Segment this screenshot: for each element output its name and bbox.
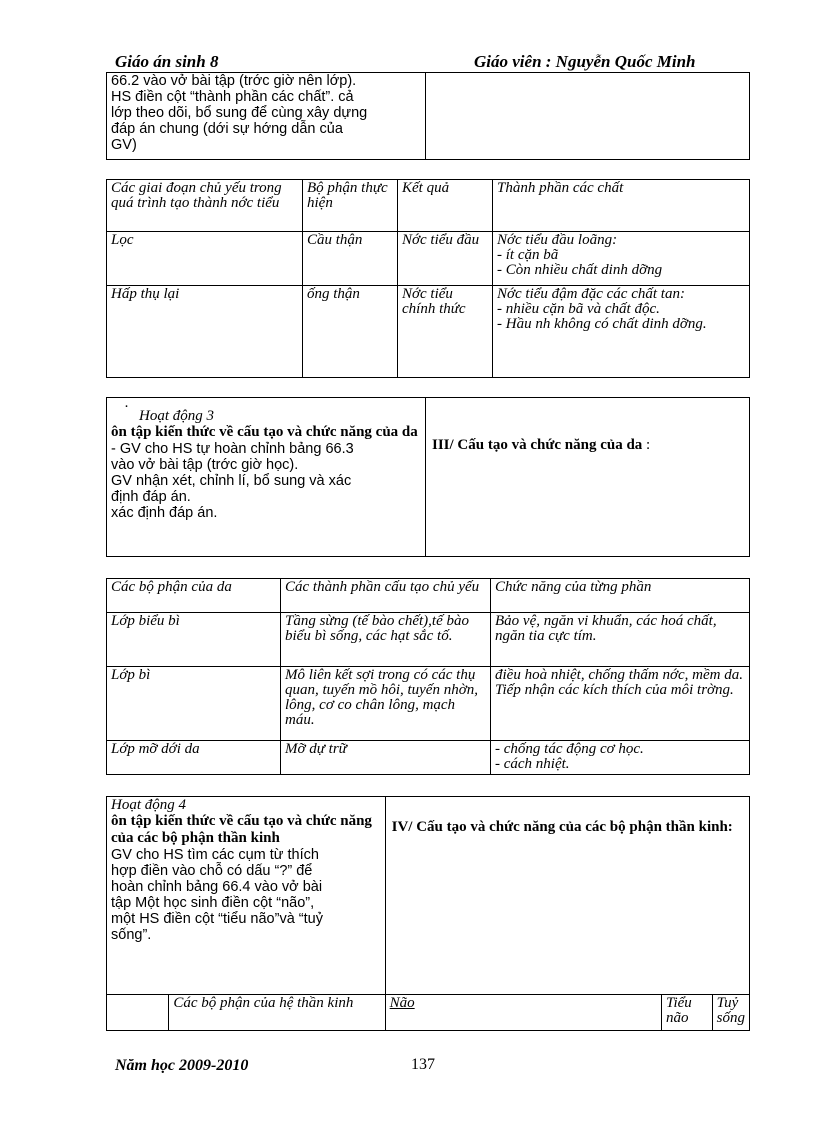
table-cell: Bảo vệ, ngăn vi khuẩn, các hoá chất, ngăn tia cực tím. [491,613,750,667]
activity-label: Hoạt động 4 [111,797,186,813]
table-header-cell: Tiểu não [661,995,712,1031]
text-line: đáp án chung (dới sự hớng dẫn của [111,121,343,137]
activity-4-right [385,797,749,995]
table-cell: ống thận [303,286,398,378]
table-cell [493,286,750,378]
table-header-row [107,579,750,613]
table-header-cell: Các bộ phận của da [107,579,281,613]
cell-line: - ít cặn bã [497,247,559,263]
table-cell: Lớp bì [107,667,281,741]
cell-line: - cách nhiệt. [495,756,570,772]
table-cell: Mỡ dự trữ [281,741,491,775]
table-cell: Nớc tiểu đầu [398,232,493,286]
section-heading: III/ Cấu tạo và chức năng của da [432,437,643,453]
table-header-cell: Các giai đoạn chủ yếu trong quá trình tạo thành nớc tiểu [107,180,303,232]
text-line: định đáp án. [111,489,191,505]
cell-line: Nớc tiểu đầu loãng: [497,232,618,248]
text-line: 66.2 vào vở bài tập (trớc giờ nên lớp). [111,73,357,89]
page-number: 137 [411,1056,435,1073]
table-row [107,286,750,378]
table-cell: Lớp biểu bì [107,613,281,667]
urine-formation-table [106,179,750,378]
activity-title: ôn tập kiến thức về cấu tạo và chức năng của da [111,424,418,440]
text-line: HS điền cột “thành phần các chất”. cả [111,89,354,105]
text-line: tập Một học sinh điền cột “não”, [111,895,315,911]
text-line: sống”. [111,927,152,943]
text-line: - GV cho HS tự hoàn chỉnh bảng 66.3 [111,441,354,457]
table-header-cell-blank [107,995,169,1031]
footer-year: Năm học 2009-2010 [115,1057,249,1074]
table-header-cell: Các bộ phận của hệ thần kinh [169,995,385,1031]
table-cell: Cầu thận [303,232,398,286]
table-cell: Hấp thụ lại [107,286,303,378]
table-header-cell: Bộ phận thực hiện [303,180,398,232]
table-row [107,667,750,741]
cell-line: - chống tác động cơ học. [495,741,644,757]
header-teacher: Giáo viên : Nguyễn Quốc Minh [474,52,696,71]
text-line: vào vở bài tập (trớc giờ học). [111,457,299,473]
activity-label: Hoạt động 3 [139,408,214,424]
activity-4-left [107,797,386,995]
activity-3-left [107,395,426,557]
table-cell [491,741,750,775]
table-header-cell: Các thành phần cấu tạo chủ yếu [281,579,491,613]
text-line: GV) [111,137,137,153]
text-line: xác định đáp án. [111,505,218,521]
table-cell: Lớp mỡ dới da [107,741,281,775]
cell-line: Nớc tiểu đậm đặc các chất tan: [497,286,685,302]
header-subject: Giáo án sinh 8 [115,52,219,71]
activity-3-box [106,397,750,557]
table-header-row [107,180,750,232]
text-line: lớp theo dõi, bổ sung để cùng xây dựng [111,105,368,121]
activity-4-box [106,796,750,1031]
table-header-text: Não [389,995,415,1011]
bullet-dot: . [125,395,129,411]
section-top-box [106,72,750,160]
table-row [107,232,750,286]
activity-title: ôn tập kiến thức về cấu tạo và chức năng của các bộ phận thần kinh [111,813,372,846]
table-header-cell [385,995,661,1031]
table-header-cell: Thành phần các chất [493,180,750,232]
section-top-text [107,73,426,160]
cell-line: - Còn nhiều chất dinh dỡng [497,262,663,278]
table-cell: Lọc [107,232,303,286]
text-line: một HS điền cột “tiểu não”và “tuỷ [111,911,323,927]
nervous-system-table-header [107,995,750,1031]
text-line: hoàn chỉnh bảng 66.4 vào vở bài [111,879,323,895]
table-header-cell: Kết quả [398,180,493,232]
text-line: hợp điền vào chỗ có dấu “?” để [111,863,313,879]
activity-3-right [426,398,750,557]
section-heading-tail: : [642,437,651,453]
cell-line: - Hầu nh không có chất dinh dỡng. [497,316,707,332]
table-row [107,741,750,775]
table-cell: Tầng sừng (tế bào chết),tế bào biểu bì sống, các hạt sắc tố. [281,613,491,667]
table-cell: Mô liên kết sợi trong có các thụ quan, tuyến mồ hôi, tuyến nhờn, lông, cơ co chân lông, mạch máu. [281,667,491,741]
table-cell [493,232,750,286]
section-heading: IV/ Cấu tạo và chức năng của các bộ phận thần kinh: [391,819,733,835]
skin-structure-table [106,578,750,775]
cell-line: - nhiều cặn bã và chất độc. [497,301,660,317]
table-header-cell: Chức năng của từng phần [491,579,750,613]
section-top-right [426,73,750,160]
table-row [107,613,750,667]
table-cell: điều hoà nhiệt, chống thấm nớc, mềm da. Tiếp nhận các kích thích của môi trờng. [491,667,750,741]
text-line: GV cho HS tìm các cụm từ thích [111,847,319,863]
table-header-cell: Tuỷ sống [712,995,749,1031]
text-line: GV nhận xét, chỉnh lí, bổ sung và xác [111,473,352,489]
table-cell: Nớc tiểu chính thức [398,286,493,378]
